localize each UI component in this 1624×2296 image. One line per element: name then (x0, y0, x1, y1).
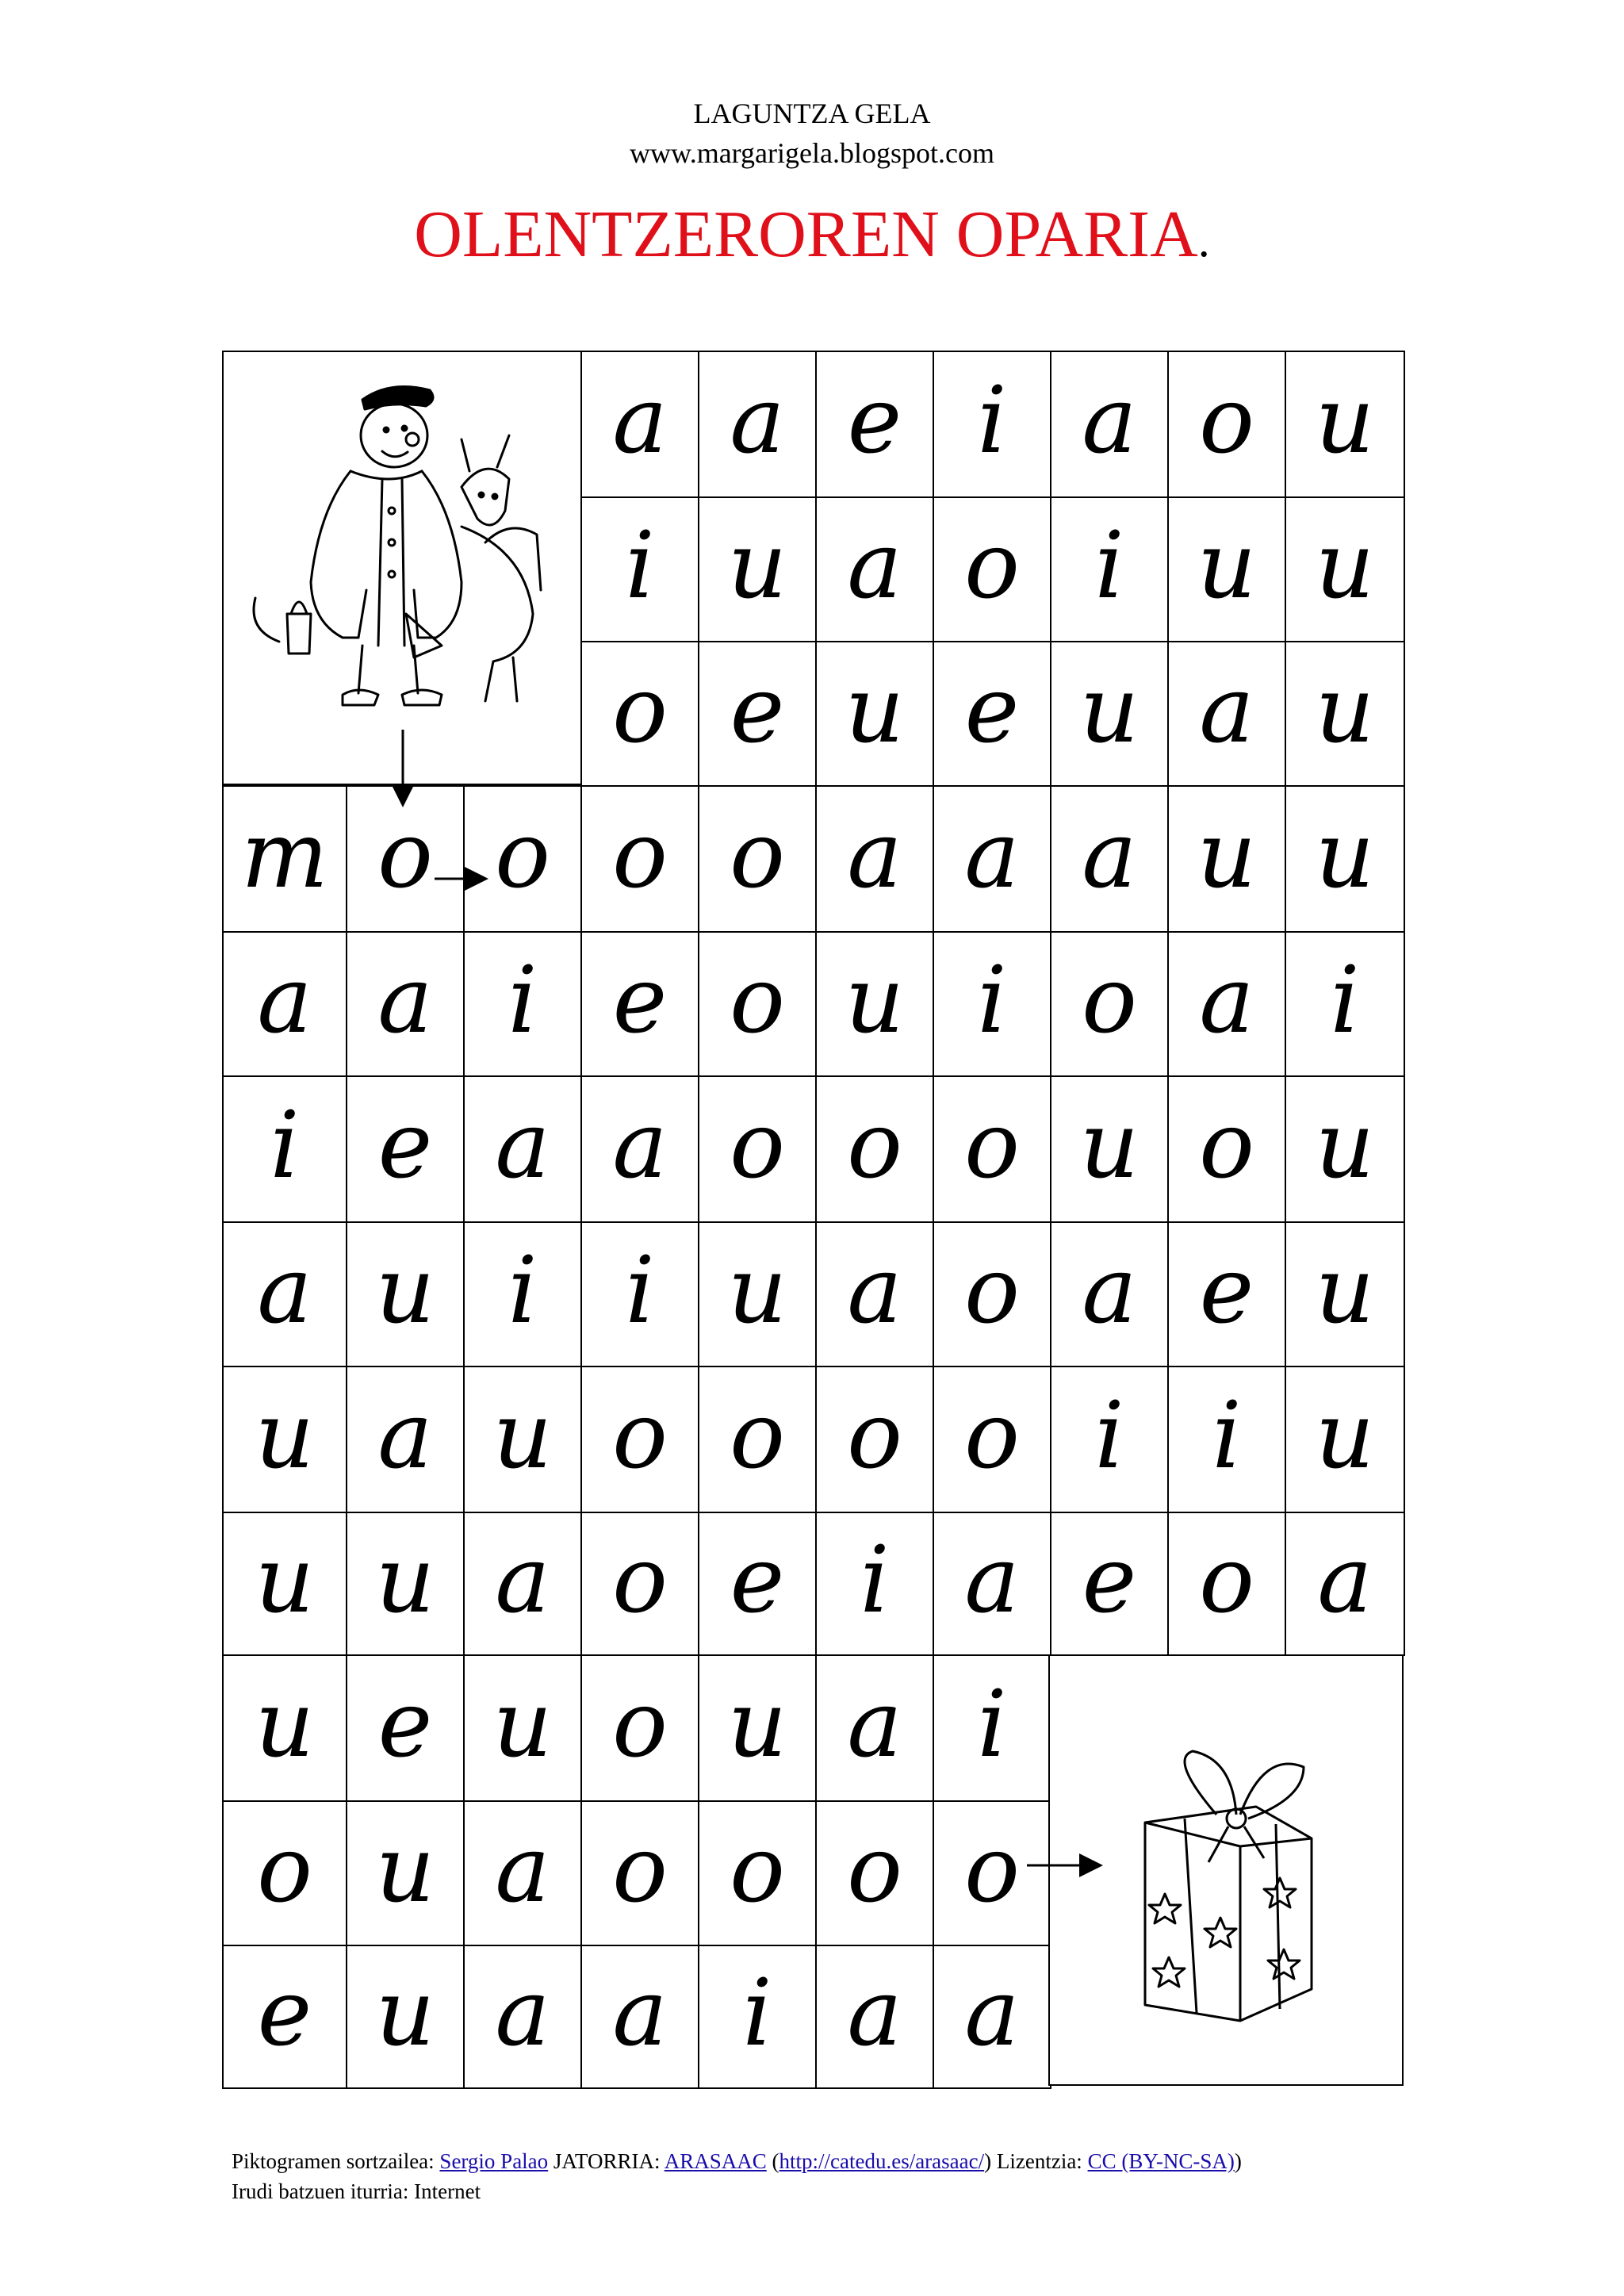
letter: u (492, 1671, 553, 1778)
letter-cell (346, 1075, 465, 1223)
letter: a (1082, 1237, 1137, 1344)
letter: u (255, 1671, 315, 1778)
letter: i (742, 1960, 772, 2067)
letter-cell (346, 1221, 465, 1367)
letter: o (964, 1237, 1020, 1344)
letter-cell (1050, 785, 1169, 933)
letter-cell (933, 1654, 1051, 1802)
letter-cell (1167, 1221, 1286, 1367)
letter-cell (580, 1366, 699, 1513)
letter: a (847, 1671, 902, 1778)
letter: e (730, 1527, 785, 1634)
letter: o (730, 802, 785, 909)
letter: o (1082, 947, 1137, 1054)
letter-cell (698, 641, 817, 787)
letter-cell (346, 1512, 465, 1656)
letter-cell (580, 1075, 699, 1223)
letter: u (727, 1237, 787, 1344)
letter: a (612, 1092, 668, 1199)
letter: o (495, 802, 550, 909)
letter: i (1330, 947, 1360, 1054)
letter: o (612, 1382, 668, 1489)
source-link[interactable]: ARASAAC (664, 2149, 767, 2173)
letter-cell (580, 1221, 699, 1367)
letter: u (375, 1237, 435, 1344)
letter-cell (698, 1512, 817, 1656)
letter-cell (346, 1800, 465, 1946)
letter: a (730, 367, 785, 474)
letter-cell (463, 931, 582, 1077)
letter-cell (580, 1654, 699, 1802)
letter: u (845, 657, 905, 764)
letter: u (1079, 1092, 1139, 1199)
letter: a (377, 1382, 433, 1489)
letter-cell (933, 1800, 1051, 1946)
letter-cell (933, 1075, 1051, 1223)
letter: a (847, 512, 902, 619)
letter-cell (1050, 496, 1169, 642)
letter-cell (815, 496, 934, 642)
letter: i (977, 1671, 1007, 1778)
letter: i (860, 1527, 890, 1634)
header-line-1: LAGUNTZA GELA (693, 98, 931, 129)
letter: u (727, 1671, 787, 1778)
letter: i (625, 512, 655, 619)
letter: a (964, 1527, 1020, 1634)
letter: e (730, 657, 785, 764)
letter-cell (1050, 1512, 1169, 1656)
letter: o (612, 1671, 668, 1778)
letter-cell (1167, 1366, 1286, 1513)
letter-cell (933, 1366, 1051, 1513)
header-website: www.margarigela.blogspot.com (630, 137, 994, 169)
letter-cell (698, 1366, 817, 1513)
letter: i (508, 947, 538, 1054)
letter: a (1082, 802, 1137, 909)
letter: a (257, 947, 312, 1054)
letter-cell (346, 785, 465, 933)
letter-cell (222, 1366, 347, 1513)
letter-cell (815, 1800, 934, 1946)
letter: u (375, 1816, 435, 1923)
letter-cell (1167, 1075, 1286, 1223)
letter: o (964, 1382, 1020, 1489)
letter: i (1094, 512, 1124, 619)
letter: a (964, 802, 1020, 909)
letter-cell (1050, 641, 1169, 787)
letter: u (375, 1960, 435, 2067)
letter: u (1315, 657, 1375, 764)
letter-cell (222, 1800, 347, 1946)
letter: a (964, 1960, 1020, 2067)
letter: o (847, 1382, 902, 1489)
olentzero-icon (224, 352, 580, 784)
gift-picture-cell (1048, 1654, 1404, 2086)
letter-cell (222, 785, 347, 933)
letter: o (847, 1092, 902, 1199)
letter: o (612, 802, 668, 909)
letter: o (730, 947, 785, 1054)
letter-cell (698, 931, 817, 1077)
letter-cell (346, 1945, 465, 2089)
letter: u (255, 1527, 315, 1634)
letter-cell (698, 1075, 817, 1223)
letter: i (977, 947, 1007, 1054)
letter-cell (463, 1366, 582, 1513)
letter-cell (580, 1945, 699, 2089)
letter: o (964, 1816, 1020, 1923)
letter-cell (1285, 496, 1405, 642)
letter: a (495, 1527, 550, 1634)
letter: u (1079, 657, 1139, 764)
letter-cell (222, 1654, 347, 1802)
letter: e (964, 657, 1020, 764)
letter-cell (815, 1075, 934, 1223)
letter: a (1317, 1527, 1373, 1634)
letter: a (495, 1960, 550, 2067)
letter-cell (1285, 1221, 1405, 1367)
letter-cell (463, 1800, 582, 1946)
letter: u (492, 1382, 553, 1489)
letter: o (1199, 367, 1254, 474)
letter-cell (698, 785, 817, 933)
letter: o (1199, 1527, 1254, 1634)
letter-cell (815, 785, 934, 933)
letter: a (847, 1237, 902, 1344)
letter: o (964, 1092, 1020, 1199)
letter-cell (1167, 1512, 1286, 1656)
letter-cell (815, 931, 934, 1077)
letter: a (495, 1816, 550, 1923)
letter: e (257, 1960, 312, 2067)
letter: u (727, 512, 787, 619)
letter-cell (1167, 496, 1286, 642)
letter: o (612, 1816, 668, 1923)
letter-cell (580, 351, 699, 498)
author-link[interactable]: Sergio Palao (439, 2149, 549, 2173)
letter: a (847, 802, 902, 909)
letter-cell (815, 1945, 934, 2089)
letter-cell (580, 785, 699, 933)
letter-cell (698, 1221, 817, 1367)
letter-cell (933, 1221, 1051, 1367)
letter-cell (815, 1654, 934, 1802)
letter-cell (815, 641, 934, 787)
letter-cell (1167, 785, 1286, 933)
letter: o (257, 1816, 312, 1923)
letter: o (730, 1382, 785, 1489)
letter: u (1315, 1092, 1375, 1199)
letter-cell (463, 785, 582, 933)
letter-cell (1050, 931, 1169, 1077)
letter-cell (1050, 1221, 1169, 1367)
letter: o (612, 1527, 668, 1634)
letter: o (1199, 1092, 1254, 1199)
letter: a (1199, 657, 1254, 764)
letter-cell (222, 1221, 347, 1367)
letter-cell (346, 1654, 465, 1802)
letter-cell (815, 351, 934, 498)
letter: a (1199, 947, 1254, 1054)
letter-cell (815, 1221, 934, 1367)
credits-footer (232, 2146, 1242, 2206)
letter: o (964, 512, 1020, 619)
letter-cell (222, 1945, 347, 2089)
letter-cell (463, 1075, 582, 1223)
letter: a (847, 1960, 902, 2067)
letter-cell (933, 351, 1051, 498)
letter: u (845, 947, 905, 1054)
letter-cell (698, 351, 817, 498)
letter-cell (933, 1512, 1051, 1656)
title-text: OLENTZEROREN OPARIA (414, 197, 1198, 271)
letter-cell (463, 1512, 582, 1656)
credits-line-1: Piktogramen sortzailea: Sergio Palao JATORRIA: ARASAAC (http://catedu.es/arasaac/) Lizentzia: CC (BY-NC-SA)) (232, 2149, 1242, 2173)
letter: e (1082, 1527, 1137, 1634)
letter: i (977, 367, 1007, 474)
letter: a (1082, 367, 1137, 474)
letter: u (1315, 802, 1375, 909)
letter-cell (1050, 351, 1169, 498)
letter-cell (580, 496, 699, 642)
letter: o (730, 1092, 785, 1199)
letter: u (1315, 512, 1375, 619)
credits-line-2: Irudi batzuen iturria: Internet (232, 2179, 481, 2203)
letter: u (1315, 1237, 1375, 1344)
letter: e (612, 947, 668, 1054)
letter: u (255, 1382, 315, 1489)
letter-cell (463, 1654, 582, 1802)
letter: o (847, 1816, 902, 1923)
letter-cell (1285, 1075, 1405, 1223)
letter-cell (933, 1945, 1051, 2089)
letter: e (377, 1671, 433, 1778)
letter-cell (1167, 641, 1286, 787)
letter: i (270, 1092, 300, 1199)
letter: u (1197, 802, 1257, 909)
letter: i (508, 1237, 538, 1344)
letter: a (377, 947, 433, 1054)
letter-cell (1167, 351, 1286, 498)
letter-cell (933, 641, 1051, 787)
letter-cell (698, 1654, 817, 1802)
letter-cell (1050, 1366, 1169, 1513)
letter-cell (1285, 351, 1405, 498)
letter-cell (933, 785, 1051, 933)
letter-cell (1285, 785, 1405, 933)
letter: i (1094, 1382, 1124, 1489)
letter-cell (580, 1512, 699, 1656)
letter: a (257, 1237, 312, 1344)
letter-cell (1285, 1512, 1405, 1656)
letter: o (612, 657, 668, 764)
letter: o (377, 802, 433, 909)
letter-cell (222, 1512, 347, 1656)
letter: e (1199, 1237, 1254, 1344)
letter-cell (346, 1366, 465, 1513)
letter-cell (222, 931, 347, 1077)
gift-box-icon (1050, 1656, 1402, 2084)
letter-cell (1285, 641, 1405, 787)
letter-cell (580, 931, 699, 1077)
letter: a (612, 367, 668, 474)
letter-cell (1167, 931, 1286, 1077)
letter-cell (580, 1800, 699, 1946)
letter-cell (698, 1945, 817, 2089)
letter: i (1212, 1382, 1242, 1489)
letter: a (612, 1960, 668, 2067)
letter-cell (1285, 931, 1405, 1077)
letter: o (730, 1816, 785, 1923)
letter: u (1197, 512, 1257, 619)
url-link[interactable]: http://catedu.es/arasaac/ (779, 2149, 985, 2173)
letter: e (377, 1092, 433, 1199)
letter: u (1315, 367, 1375, 474)
letter-cell (346, 931, 465, 1077)
letter-cell (222, 1075, 347, 1223)
letter: u (1315, 1382, 1375, 1489)
olentzero-picture-cell (222, 351, 582, 785)
letter: a (495, 1092, 550, 1199)
letter-cell (463, 1945, 582, 2089)
letter-cell (463, 1221, 582, 1367)
letter-cell (815, 1512, 934, 1656)
letter: i (625, 1237, 655, 1344)
letter: e (847, 367, 902, 474)
letter-cell (933, 496, 1051, 642)
letter-cell (1285, 1366, 1405, 1513)
letter-cell (580, 641, 699, 787)
letter: m (241, 802, 328, 909)
letter-cell (698, 496, 817, 642)
letter-cell (1050, 1075, 1169, 1223)
letter-cell (933, 931, 1051, 1077)
letter: u (375, 1527, 435, 1634)
title-period: . (1197, 214, 1210, 266)
license-link[interactable]: CC (BY-NC-SA) (1087, 2149, 1235, 2173)
letter-cell (698, 1800, 817, 1946)
letter-cell (815, 1366, 934, 1513)
